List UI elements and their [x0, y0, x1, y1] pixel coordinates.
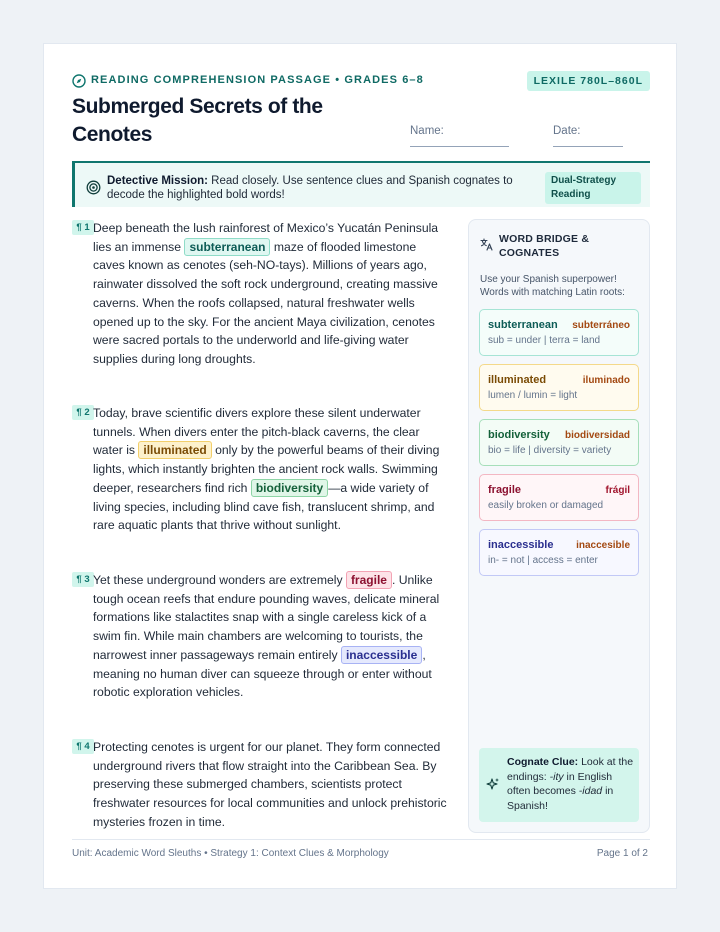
paragraph-text: Protecting cenotes is urgent for our planet. They form connected underground rivers that flow straight into the Caribbean Sea. By preserving these submerged chambers, scientists protect freshwater resources for local communities and unlock prehistoric mysteries frozen in time. [93, 740, 447, 829]
mission-instructions: Read closely. Use sentence clues and Spanish cognates to decode the highlighted bold words! [107, 175, 513, 201]
sidebar-intro: Use your Spanish superpower! Words with matching Latin roots: [480, 274, 625, 298]
text-run: . Unlike tough ocean reefs that endure pounding waves, delicate mineral formations like stalactites snap with a single careless kick of a swim fin. While main chambers are welcoming to tourists, the narrowest inner passageways remain entirely [93, 573, 440, 662]
name-field[interactable] [410, 121, 509, 147]
cognate-card [479, 419, 639, 466]
text-run: maze of flooded limestone caves known as cenotes (seh-NO-tays). Millions of years ago, rainwater dissolved the soft rock underground, creating massive caverns. When the roofs collapsed, natural freshwater wells opened up to the sky. For the ancient Maya civilization, cenotes were sacred portals to the underworld and life-giving water supplies during long droughts. [93, 239, 438, 366]
footer-divider [72, 839, 650, 840]
cognate-clue-text [507, 755, 635, 813]
cognate-card [479, 309, 639, 356]
english-word: illuminated [488, 374, 547, 386]
spanish-cognate: iluminado [582, 375, 630, 386]
english-word: biodiversity [488, 429, 550, 441]
paragraph-number: ¶ 3 [72, 572, 94, 587]
vocab-word-biodiversity[interactable]: biodiversity [251, 479, 328, 497]
root-note: easily broken or damaged [488, 500, 604, 511]
english-word: inaccessible [488, 539, 554, 551]
paragraph-text [93, 571, 449, 702]
spanish-cognate: inaccesible [576, 540, 630, 551]
spanish-cognate: frágil [605, 485, 630, 496]
cognate-card [479, 364, 639, 411]
word-bridge-sidebar [468, 219, 650, 833]
text-run: only by the powerful beams of their diving lights, which instantly brighten the ancient rock walls. Swimming deeper, researchers find rich [93, 443, 440, 495]
target-icon [86, 180, 101, 195]
paragraph-number: ¶ 4 [72, 739, 94, 754]
vocab-word-fragile[interactable]: fragile [346, 571, 392, 589]
date-field[interactable] [553, 121, 623, 147]
lexile-badge: LEXILE 780L–860L [527, 71, 650, 91]
mission-label: Detective Mission: [107, 175, 208, 187]
root-note: sub = under | terra = land [488, 335, 601, 346]
name-label: Name: [410, 125, 444, 137]
text-run: Yet these underground wonders are extremely [93, 573, 346, 587]
mission-text [107, 174, 547, 202]
english-ending: -ity [549, 770, 564, 783]
footer-unit: Unit: Academic Word Sleuths • Strategy 1: Context Clues & Morphology [72, 848, 389, 859]
text-run: —a wide variety of living species, including blind cave fish, translucent shrimp, and rare aquatic plants that thrive without sunlight. [93, 480, 435, 533]
header-kicker-row [72, 73, 650, 91]
text-run: in English often becomes [507, 770, 613, 798]
cognate-clue-box [479, 748, 639, 822]
page-number: Page 1 of 2 [596, 848, 648, 859]
text-run: Today, brave scientific divers explore these silent underwater tunnels. When divers enter the pitch-black caverns, the clear water is [93, 406, 421, 458]
text-run: , meaning no human diver can squeeze through or enter without robotic exploration vehicles. [93, 647, 432, 700]
page-title: Submerged Secrets of the Cenotes [72, 95, 323, 146]
date-label: Date: [553, 125, 581, 137]
vocab-word-subterranean[interactable]: subterranean [184, 238, 270, 256]
detective-mission-banner [72, 161, 650, 207]
spanish-cognate: subterráneo [572, 320, 630, 331]
paragraph-text [93, 404, 449, 535]
passage-kicker: READING COMPREHENSION PASSAGE • GRADES 6–8 [91, 74, 424, 86]
cognate-card [479, 474, 639, 521]
spanish-ending: -idad [578, 785, 603, 798]
text-run: in Spanish! [507, 785, 614, 812]
paragraph-text [93, 219, 449, 369]
spanish-cognate: biodiversidad [564, 430, 630, 441]
sparkle-icon [486, 777, 500, 791]
cognate-card [479, 529, 639, 576]
strategy-badge: Dual-Strategy Reading [545, 172, 641, 204]
text-run: Look at the endings: [507, 756, 634, 783]
vocab-word-illuminated[interactable]: illuminated [138, 441, 211, 459]
root-note: lumen / lumin = light [488, 390, 578, 401]
text-run: Deep beneath the lush rainforest of Mexico’s Yucatán Peninsula lies an immense [93, 221, 439, 254]
compass-icon [72, 74, 86, 88]
root-note: bio = life | diversity = variety [488, 445, 612, 456]
paragraph-number: ¶ 2 [72, 405, 94, 420]
english-word: subterranean [488, 319, 558, 331]
root-note: in- = not | access = enter [488, 555, 598, 566]
sidebar-title: WORD BRIDGE & COGNATES [499, 233, 590, 259]
vocab-word-inaccessible[interactable]: inaccessible [341, 646, 422, 664]
paragraph-number: ¶ 1 [72, 220, 94, 235]
worksheet-page [43, 43, 677, 889]
translate-icon [480, 238, 493, 251]
english-word: fragile [488, 484, 522, 496]
clue-label: Cognate Clue: [507, 756, 579, 768]
